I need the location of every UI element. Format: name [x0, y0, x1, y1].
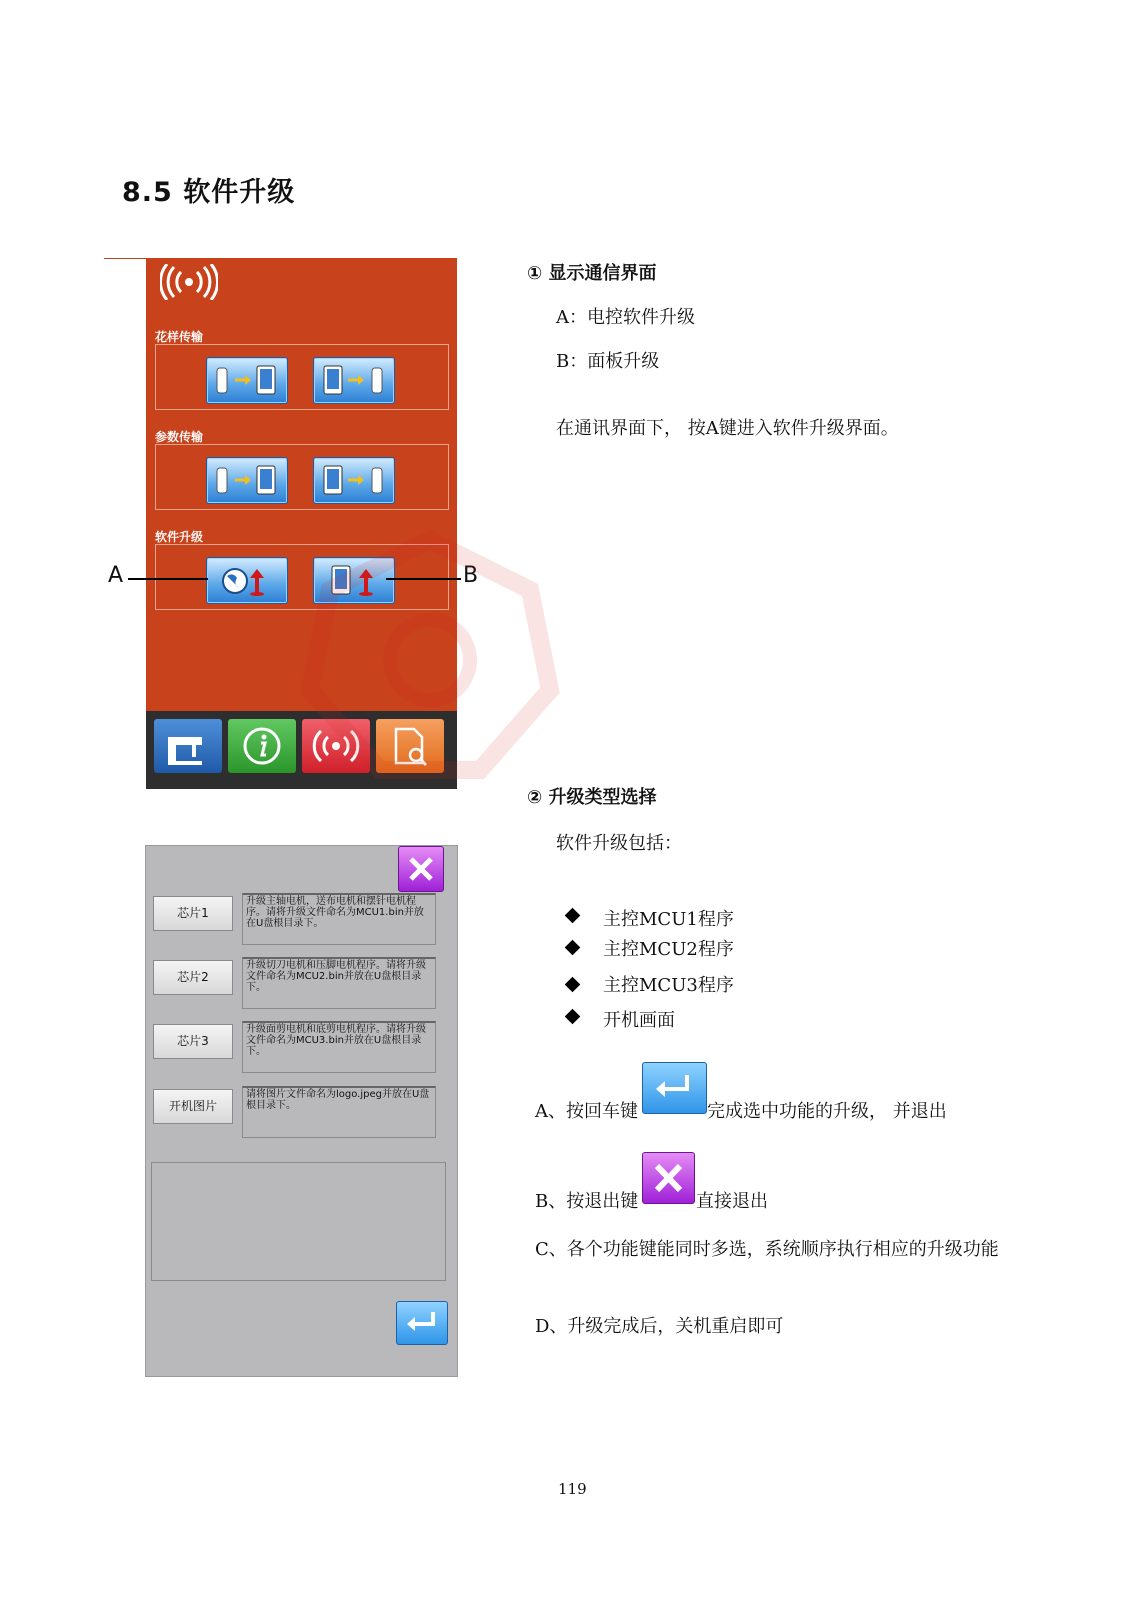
enter-icon	[397, 1302, 447, 1344]
group-label-parameter: 参数传输	[155, 430, 204, 444]
bullet-item: 主控MCU3程序	[603, 975, 734, 996]
chip1-description: 升级主轴电机，送布电机和摆针电机程序。请将升级文件命名为MCU1.bin并放在U盘根目录下。	[242, 893, 436, 945]
bullet-item: 主控MCU2程序	[603, 939, 734, 960]
section2-intro: 软件升级包括：	[556, 833, 682, 854]
group-box-pattern	[155, 344, 449, 410]
step-c: C、各个功能键能同时多选，系统顺序执行相应的升级功能	[535, 1239, 999, 1260]
section1-instruction: 在通讯界面下， 按A键进入软件升级界面。	[556, 418, 899, 439]
enter-icon	[643, 1063, 706, 1113]
chip2-button[interactable]: 芯片2	[153, 960, 233, 995]
param-usb-to-panel-button[interactable]	[206, 457, 288, 504]
panel-to-usb-button[interactable]	[313, 357, 395, 404]
tab-sewing[interactable]	[154, 719, 222, 773]
step-d: D、升级完成后，关机重启即可	[535, 1316, 784, 1337]
chip2-description: 升级切刀电机和压脚电机程序。请将升级文件命名为MCU2.bin并放在U盘根目录下。	[242, 957, 436, 1009]
step-b-suffix: 直接退出	[696, 1191, 768, 1212]
close-button[interactable]	[398, 846, 444, 892]
step-b-prefix: B、按退出键	[535, 1191, 639, 1212]
sewing-machine-icon	[154, 719, 222, 773]
callout-b-label: B	[463, 563, 479, 588]
status-area	[151, 1162, 446, 1281]
section1-line-a: A：电控软件升级	[556, 307, 695, 328]
chip3-button[interactable]: 芯片3	[153, 1024, 233, 1059]
boot-image-button[interactable]: 开机图片	[153, 1089, 233, 1124]
param-panel-to-usb-button[interactable]	[313, 457, 395, 504]
watermark-logo-icon	[300, 530, 560, 790]
usb-to-panel-button[interactable]	[206, 357, 288, 404]
info-icon	[228, 719, 296, 773]
section1-line-b: B：面板升级	[556, 351, 660, 372]
group-label-pattern: 花样传输	[155, 330, 204, 344]
section2-heading: ② 升级类型选择	[527, 787, 657, 808]
bullet-item: 主控MCU1程序	[603, 909, 734, 930]
tab-info[interactable]	[228, 719, 296, 773]
close-icon	[643, 1153, 694, 1203]
group-label-software-upgrade: 软件升级	[155, 530, 204, 544]
signal-icon	[160, 264, 218, 300]
group-box-parameter	[155, 444, 449, 510]
callout-a-line	[128, 578, 208, 580]
usb-to-panel-icon	[207, 358, 287, 403]
enter-button[interactable]	[396, 1301, 448, 1345]
usb-to-panel-icon	[207, 458, 287, 503]
bullet-item: 开机画面	[603, 1010, 675, 1031]
enter-key-illustration	[642, 1062, 707, 1114]
globe-upload-icon	[207, 558, 287, 603]
boot-image-description: 请将图片文件命名为logo.jpeg并放在U盘根目录下。	[242, 1086, 436, 1138]
step-a-prefix: A、按回车键	[535, 1101, 638, 1122]
page-number: 119	[558, 1480, 587, 1498]
chip1-button[interactable]: 芯片1	[153, 896, 233, 931]
step-a-suffix: 完成选中功能的升级， 并退出	[707, 1101, 947, 1122]
exit-key-illustration	[642, 1152, 695, 1204]
callout-a-label: A	[108, 563, 124, 588]
upgrade-select-screen	[145, 845, 458, 1377]
bullet-marker	[565, 940, 581, 956]
close-icon	[399, 847, 443, 891]
panel-to-usb-icon	[314, 458, 394, 503]
chip3-description: 升级面剪电机和底剪电机程序。请将升级文件命名为MCU3.bin并放在U盘根目录下。	[242, 1021, 436, 1073]
electronic-control-upgrade-button[interactable]	[206, 557, 288, 604]
panel-to-usb-icon	[314, 358, 394, 403]
divider	[104, 258, 146, 259]
section-title: 8.5 软件升级	[122, 177, 296, 208]
bullet-marker	[565, 908, 581, 924]
bullet-marker	[565, 977, 581, 993]
bullet-marker	[565, 1009, 581, 1025]
section1-heading: ① 显示通信界面	[527, 263, 657, 284]
